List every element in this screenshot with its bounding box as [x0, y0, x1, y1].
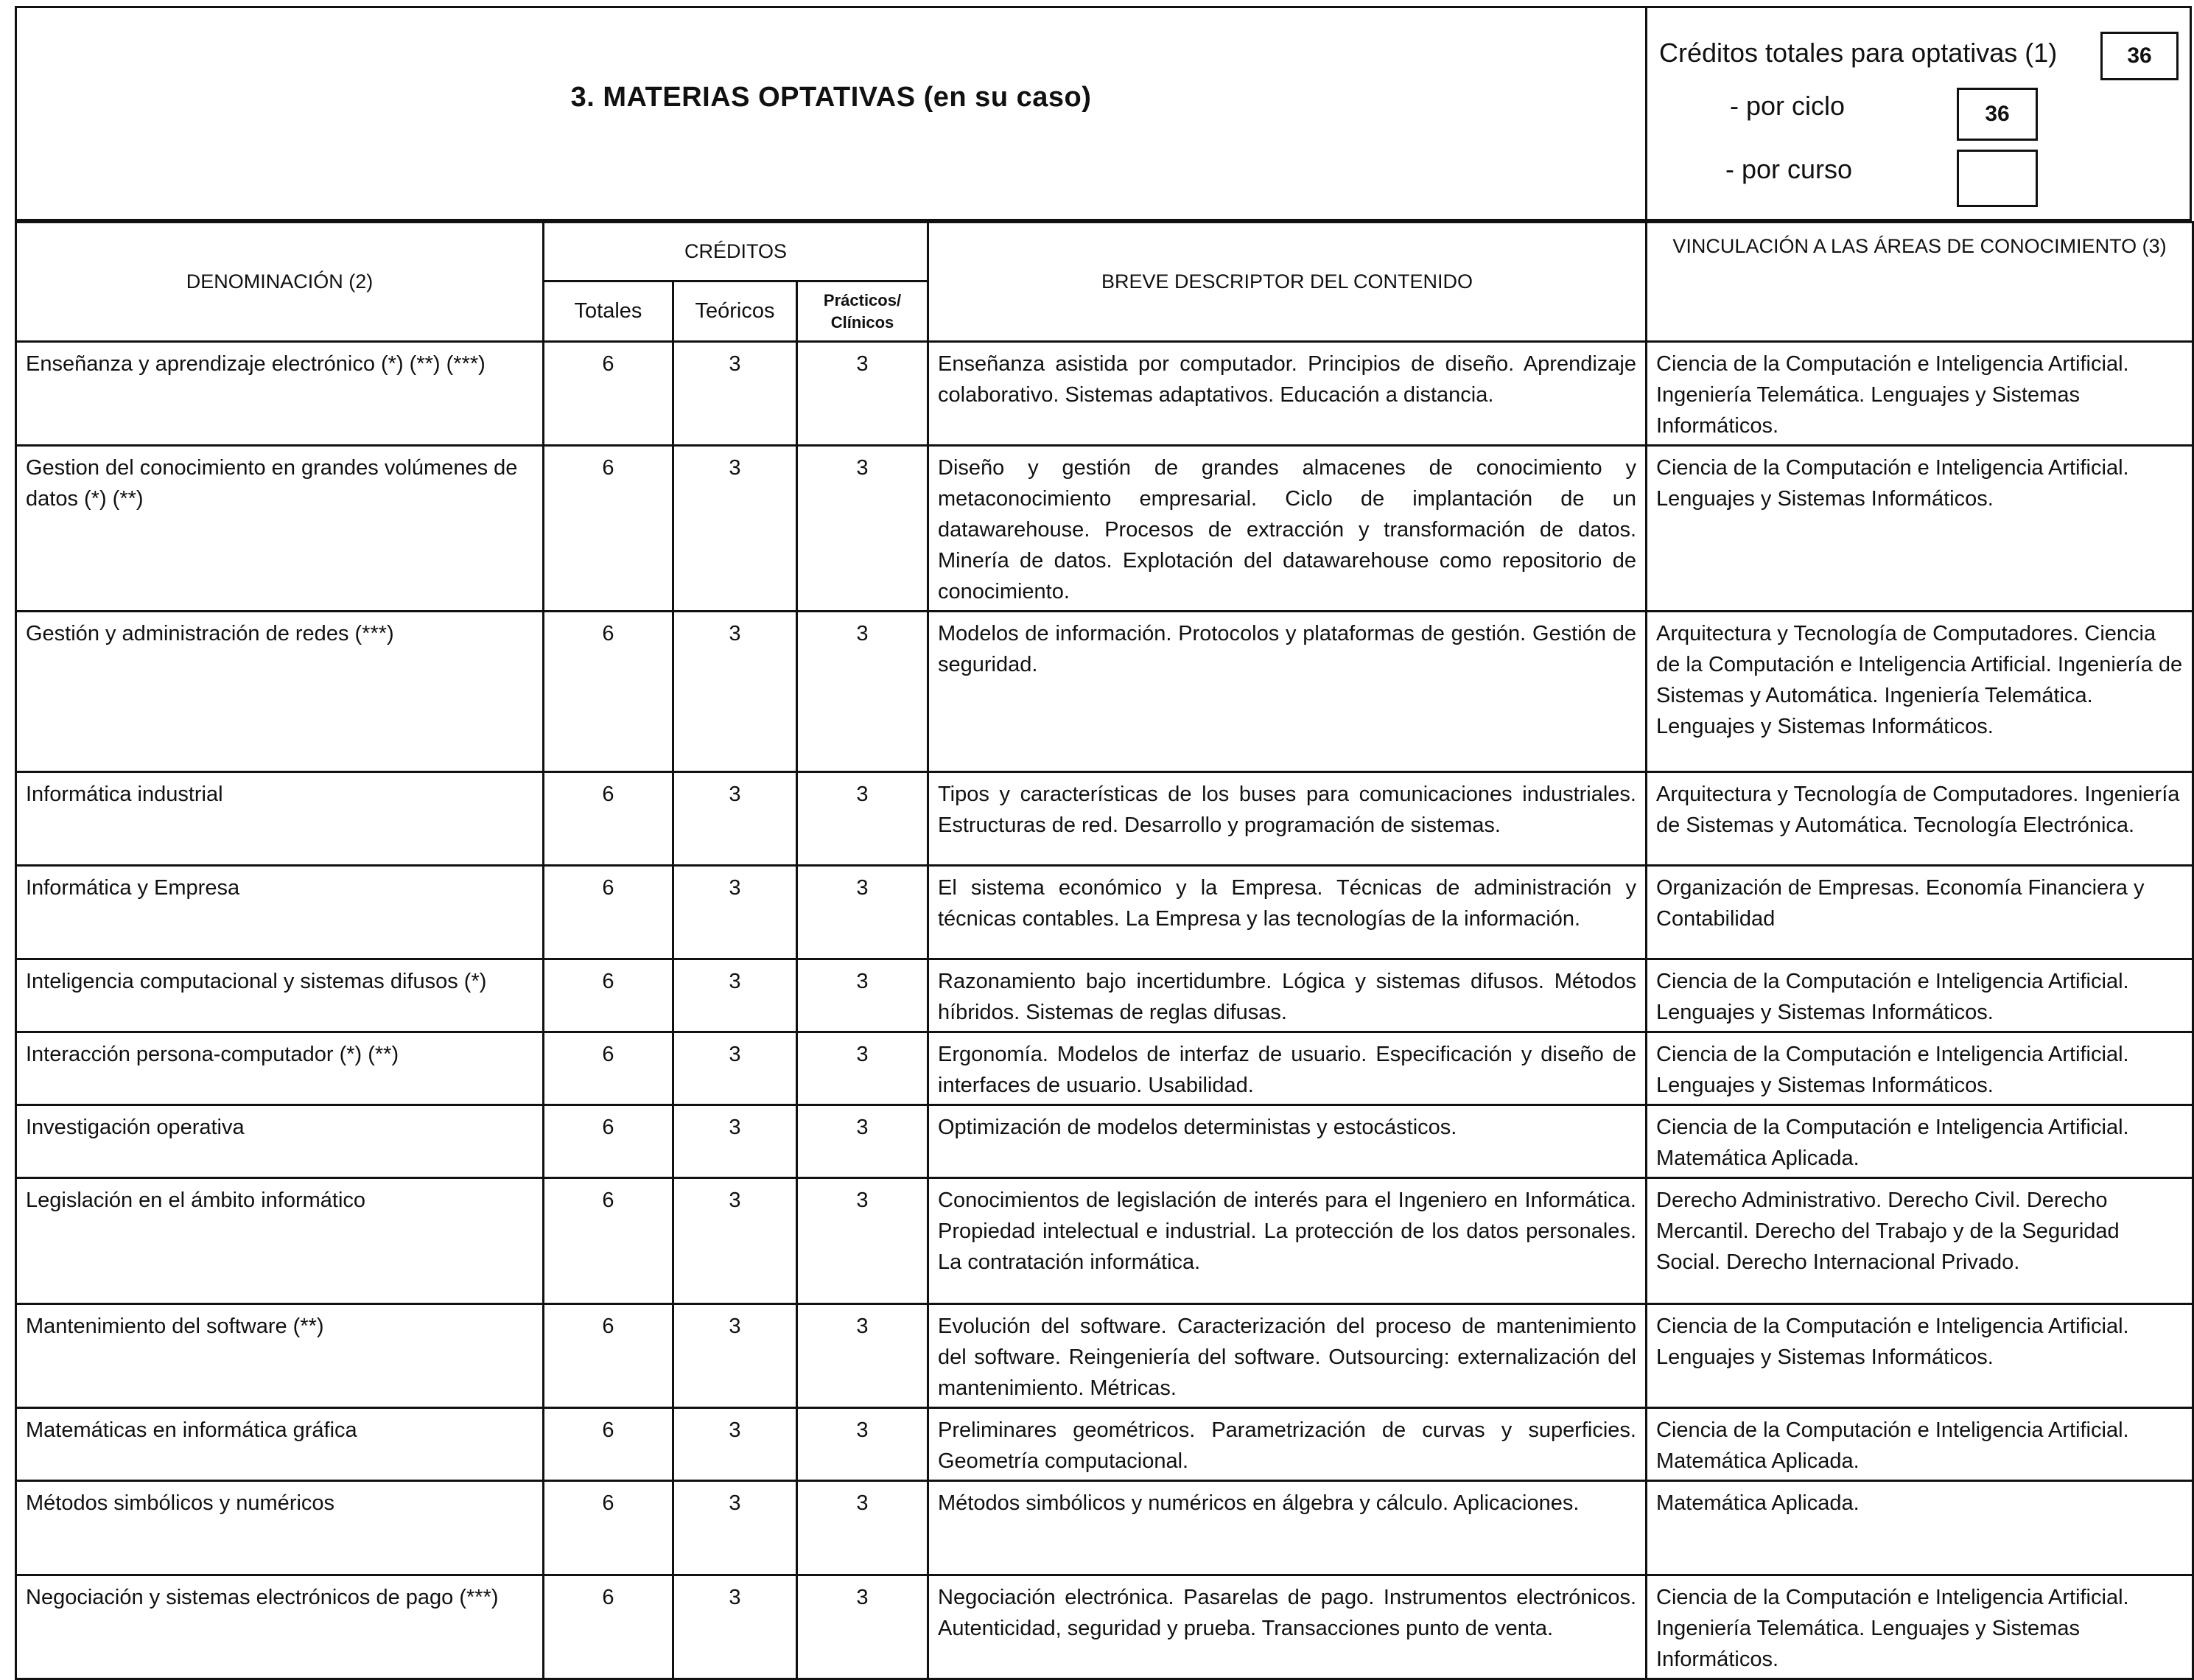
credits-teoricos: 3: [673, 612, 797, 772]
table-row: [16, 959, 2193, 1032]
subject-name: Mantenimiento del software (**): [16, 1304, 544, 1408]
content-descriptor: Conocimientos de legislación de interés para el Ingeniero en Informática. Propiedad intelectual e industrial. La protección de los datos personales. La contratación informática.: [928, 1178, 1647, 1304]
content-descriptor: Razonamiento bajo incertidumbre. Lógica y sistemas difusos. Métodos híbridos. Sistemas de reglas difusas.: [928, 959, 1647, 1032]
knowledge-areas: Ciencia de la Computación e Inteligencia Artificial. Matemática Aplicada.: [1647, 1408, 2193, 1481]
table-row: [16, 342, 2193, 446]
credits-teoricos: 3: [673, 342, 797, 446]
knowledge-areas: Arquitectura y Tecnología de Computadores. Ciencia de la Computación e Inteligencia Artificial. Ingeniería de Sistemas y Automática. Ingeniería Telemática. Lenguajes y Sistemas Informáticos.: [1647, 612, 2193, 772]
knowledge-areas: Ciencia de la Computación e Inteligencia Artificial. Ingeniería Telemática. Lenguajes y Sistemas Informáticos.: [1647, 1575, 2193, 1679]
credits-practicos: 3: [797, 1575, 928, 1679]
credits-totales: 6: [544, 1304, 673, 1408]
table-row: [16, 1575, 2193, 1679]
subject-name: Gestión y administración de redes (***): [16, 612, 544, 772]
credits-teoricos: 3: [673, 866, 797, 959]
section-title: 3. MATERIAS OPTATIVAS (en su caso): [570, 82, 1092, 113]
header-practicos: Prácticos/ Clínicos: [797, 281, 928, 342]
credits-teoricos: 3: [673, 1481, 797, 1575]
credits-teoricos: 3: [673, 1304, 797, 1408]
table-row: [16, 1105, 2193, 1178]
subject-name: Informática industrial: [16, 772, 544, 866]
subject-name: Informática y Empresa: [16, 866, 544, 959]
per-cycle-label: - por ciclo: [1730, 91, 1846, 121]
credits-totales: 6: [544, 1178, 673, 1304]
credits-teoricos: 3: [673, 446, 797, 612]
credits-practicos: 3: [797, 1304, 928, 1408]
subject-name: Matemáticas en informática gráfica: [16, 1408, 544, 1481]
content-descriptor: Optimización de modelos deterministas y estocásticos.: [928, 1105, 1647, 1178]
knowledge-areas: Ciencia de la Computación e Inteligencia Artificial. Lenguajes y Sistemas Informáticos.: [1647, 1032, 2193, 1105]
credits-practicos: 3: [797, 612, 928, 772]
credits-total-label: Créditos totales para optativas (1): [1659, 38, 2058, 68]
table-row: [16, 866, 2193, 959]
knowledge-areas: Ciencia de la Computación e Inteligencia Artificial. Ingeniería Telemática. Lenguajes y Sistemas Informáticos.: [1647, 342, 2193, 446]
credits-practicos: 3: [797, 866, 928, 959]
credits-total-box: 36: [2100, 32, 2179, 80]
credits-totales: 6: [544, 1408, 673, 1481]
credits-totales: 6: [544, 1575, 673, 1679]
subject-name: Negociación y sistemas electrónicos de pago (***): [16, 1575, 544, 1679]
table-row: [16, 1032, 2193, 1105]
credits-teoricos: 3: [673, 1408, 797, 1481]
credits-totales: 6: [544, 1481, 673, 1575]
credits-totales: 6: [544, 342, 673, 446]
knowledge-areas: Organización de Empresas. Economía Financiera y Contabilidad: [1647, 866, 2193, 959]
content-descriptor: Ergonomía. Modelos de interfaz de usuario. Especificación y diseño de interfaces de usuario. Usabilidad.: [928, 1032, 1647, 1105]
content-descriptor: Negociación electrónica. Pasarelas de pago. Instrumentos electrónicos. Autenticidad, seguridad y prueba. Transacciones punto de venta.: [928, 1575, 1647, 1679]
header-denominacion: DENOMINACIÓN (2): [16, 223, 544, 342]
content-descriptor: Enseñanza asistida por computador. Principios de diseño. Aprendizaje colaborativo. Sistemas adaptativos. Educación a distancia.: [928, 342, 1647, 446]
credits-totales: 6: [544, 866, 673, 959]
credits-teoricos: 3: [673, 1032, 797, 1105]
document-page: [15, 6, 2192, 1671]
header-teoricos: Teóricos: [673, 281, 797, 342]
table-row: [16, 1178, 2193, 1304]
content-descriptor: Preliminares geométricos. Parametrización de curvas y superficies. Geometría computacional.: [928, 1408, 1647, 1481]
header-areas: VINCULACIÓN A LAS ÁREAS DE CONOCIMIENTO (3): [1647, 223, 2193, 342]
content-descriptor: Modelos de información. Protocolos y plataformas de gestión. Gestión de seguridad.: [928, 612, 1647, 772]
content-descriptor: Diseño y gestión de grandes almacenes de conocimiento y metaconocimiento empresarial. Ciclo de implantación de un datawarehouse. Procesos de extracción y transformación de datos. Minería de datos. Explotación del datawarehouse como repositorio de conocimiento.: [928, 446, 1647, 612]
knowledge-areas: Ciencia de la Computación e Inteligencia Artificial. Lenguajes y Sistemas Informáticos.: [1647, 1304, 2193, 1408]
subject-name: Interacción persona-computador (*) (**): [16, 1032, 544, 1105]
subject-name: Métodos simbólicos y numéricos: [16, 1481, 544, 1575]
credits-practicos: 3: [797, 342, 928, 446]
table-row: [16, 446, 2193, 612]
content-descriptor: Evolución del software. Caracterización del proceso de mantenimiento del software. Reingeniería del software. Outsourcing: externalización del mantenimiento. Métricas.: [928, 1304, 1647, 1408]
table-row: [16, 612, 2193, 772]
knowledge-areas: Ciencia de la Computación e Inteligencia Artificial. Lenguajes y Sistemas Informáticos.: [1647, 446, 2193, 612]
credits-teoricos: 3: [673, 1178, 797, 1304]
knowledge-areas: Arquitectura y Tecnología de Computadores. Ingeniería de Sistemas y Automática. Tecnología Electrónica.: [1647, 772, 2193, 866]
per-cycle-box: 36: [1957, 88, 2038, 141]
content-descriptor: Tipos y características de los buses para comunicaciones industriales. Estructuras de red. Desarrollo y programación de sistemas.: [928, 772, 1647, 866]
credits-totales: 6: [544, 772, 673, 866]
content-descriptor: El sistema económico y la Empresa. Técnicas de administración y técnicas contables. La Empresa y las tecnologías de la información.: [928, 866, 1647, 959]
credits-totales: 6: [544, 1032, 673, 1105]
credits-practicos: 3: [797, 1481, 928, 1575]
per-course-label: - por curso: [1725, 154, 1853, 184]
credits-practicos: 3: [797, 959, 928, 1032]
table-row: [16, 1481, 2193, 1575]
subject-name: Inteligencia computacional y sistemas difusos (*): [16, 959, 544, 1032]
table-row: [16, 1408, 2193, 1481]
optional-subjects-table: [15, 221, 2194, 1680]
content-descriptor: Métodos simbólicos y numéricos en álgebra y cálculo. Aplicaciones.: [928, 1481, 1647, 1575]
per-course-box: [1957, 150, 2038, 207]
credits-totales: 6: [544, 446, 673, 612]
header-creditos: CRÉDITOS: [544, 223, 928, 281]
credits-practicos: 3: [797, 1105, 928, 1178]
header-descriptor: BREVE DESCRIPTOR DEL CONTENIDO: [928, 223, 1647, 342]
credits-practicos: 3: [797, 1178, 928, 1304]
credits-practicos: 3: [797, 446, 928, 612]
credits-totales: 6: [544, 1105, 673, 1178]
knowledge-areas: Matemática Aplicada.: [1647, 1481, 2193, 1575]
header-totales: Totales: [544, 281, 673, 342]
table-row: [16, 772, 2193, 866]
credits-teoricos: 3: [673, 772, 797, 866]
subject-name: Investigación operativa: [16, 1105, 544, 1178]
subject-name: Enseñanza y aprendizaje electrónico (*) (**) (***): [16, 342, 544, 446]
subject-name: Gestion del conocimiento en grandes volúmenes de datos (*) (**): [16, 446, 544, 612]
credits-teoricos: 3: [673, 1105, 797, 1178]
knowledge-areas: Ciencia de la Computación e Inteligencia Artificial. Matemática Aplicada.: [1647, 1105, 2193, 1178]
knowledge-areas: Derecho Administrativo. Derecho Civil. Derecho Mercantil. Derecho del Trabajo y de la Seguridad Social. Derecho Internacional Privado.: [1647, 1178, 2193, 1304]
credits-teoricos: 3: [673, 1575, 797, 1679]
credits-totales: 6: [544, 612, 673, 772]
credits-practicos: 3: [797, 1408, 928, 1481]
credits-totales: 6: [544, 959, 673, 1032]
section-title-cell: [17, 8, 1647, 219]
credits-summary-cell: [1647, 8, 2190, 219]
table-row: [16, 1304, 2193, 1408]
subject-name: Legislación en el ámbito informático: [16, 1178, 544, 1304]
section-header: [15, 6, 2192, 221]
credits-practicos: 3: [797, 1032, 928, 1105]
credits-practicos: 3: [797, 772, 928, 866]
credits-teoricos: 3: [673, 959, 797, 1032]
knowledge-areas: Ciencia de la Computación e Inteligencia Artificial. Lenguajes y Sistemas Informáticos.: [1647, 959, 2193, 1032]
